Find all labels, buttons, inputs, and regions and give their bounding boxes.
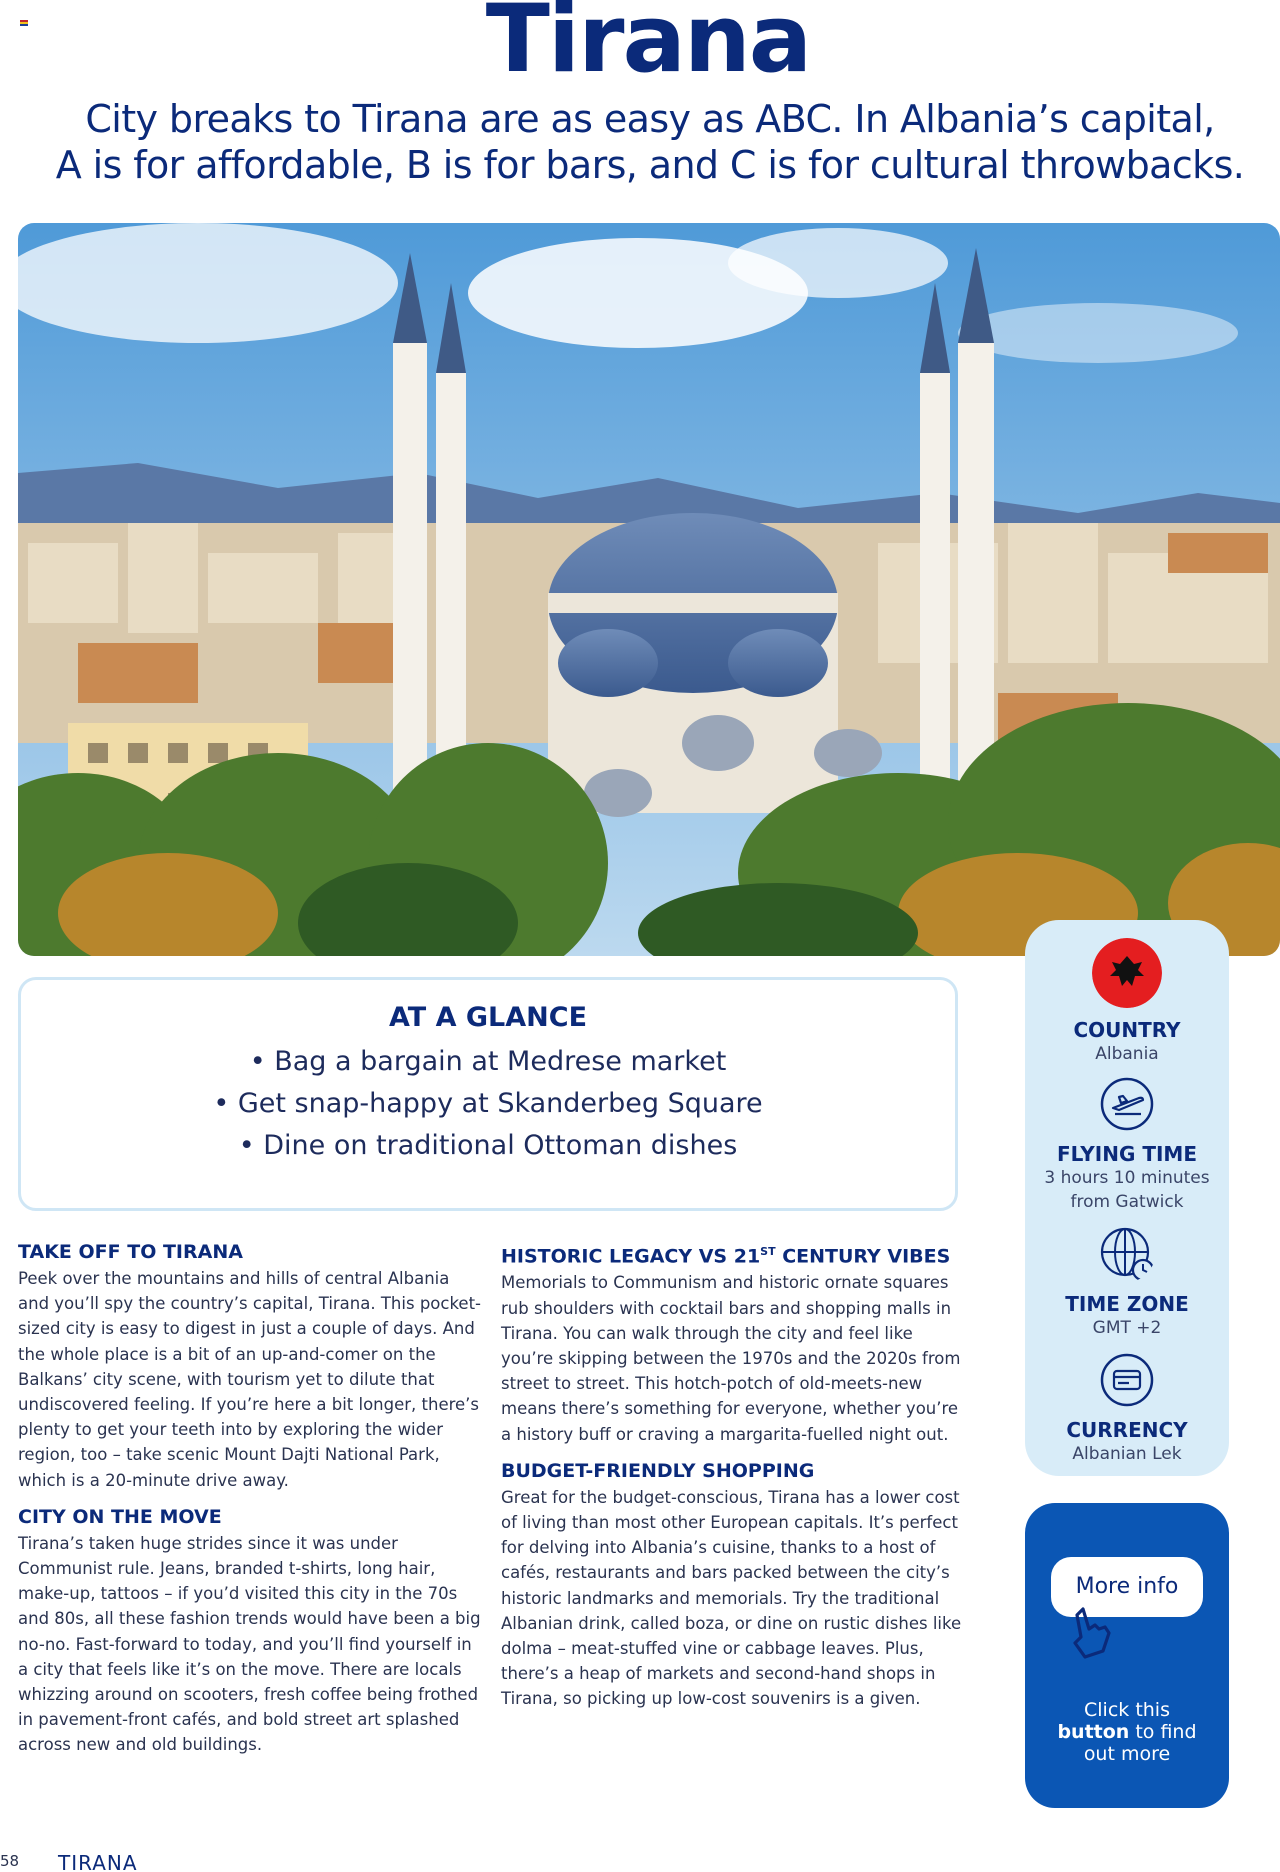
section-heading-budget: BUDGET-FRIENDLY SHOPPING xyxy=(501,1459,815,1482)
more-info-panel xyxy=(1025,1503,1229,1808)
section-heading-historic xyxy=(501,1240,966,1268)
page-title: Tirana xyxy=(485,0,811,94)
section-heading-city-move: CITY ON THE MOVE xyxy=(18,1505,222,1528)
section-heading-take-off: TAKE OFF TO TIRANA xyxy=(18,1241,243,1263)
fact-time-zone xyxy=(1025,1226,1229,1340)
plane-icon xyxy=(1099,1076,1155,1132)
subtitle-line-1: City breaks to Tirana are as easy as ABC. In Albania’s capital, xyxy=(85,97,1215,141)
article-column-left xyxy=(18,1240,483,1770)
fact-flying-time xyxy=(1025,1076,1229,1214)
article-column-right xyxy=(501,1240,966,1724)
cta-caption-rest: to find xyxy=(1129,1721,1197,1743)
more-info-button[interactable]: More info xyxy=(1051,1557,1203,1617)
footer-section-title: TIRANA xyxy=(58,1851,138,1872)
fact-value-line-1: 3 hours 10 minutes xyxy=(1044,1168,1210,1188)
at-a-glance-box xyxy=(18,977,958,1211)
section-body-take-off: Peek over the mountains and hills of central Albania and you’ll spy the country’s capital, Tirana. This pocket-sized city is easy to digest in just a couple of days. And the whole place is a bit of an up-and-comer on the Balkans’ city scene, with tourism yet to dilute that undiscovered feeling. If you’re here a bit longer, there’s plenty to get your teeth into by exploring the wider region, too – take scenic Mount Dajti National Park, which is a 20-minute drive away. xyxy=(18,1269,481,1490)
heading-superscript: ST xyxy=(760,1245,776,1258)
fact-value: GMT +2 xyxy=(1092,1318,1162,1338)
cta-caption-line-2 xyxy=(1025,1721,1229,1743)
cta-caption-bold: button xyxy=(1057,1721,1130,1743)
fact-label: FLYING TIME xyxy=(1057,1142,1197,1166)
cta-caption xyxy=(1025,1699,1229,1765)
card-icon xyxy=(1099,1352,1155,1408)
fact-label: CURRENCY xyxy=(1066,1418,1188,1442)
page-subtitle xyxy=(20,96,1280,188)
section-body-historic: Memorials to Communism and historic ornate squares rub shoulders with cocktail bars and shopping malls in Tirana. You can walk through the city and feel like you’re skipping between the 1970s and the 2020s from street to street. This hotch-potch of old-meets-new means there’s something for everyone, whether you’re a history buff or craving a margarita-fuelled night out. xyxy=(501,1273,961,1444)
fact-value: Albanian Lek xyxy=(1072,1444,1182,1464)
heading-part: CENTURY VIBES xyxy=(775,1245,951,1268)
glance-item-2: • Get snap-happy at Skanderbeg Square xyxy=(213,1088,763,1119)
fact-value-line-2: from Gatwick xyxy=(1070,1192,1184,1212)
glance-item-3: • Dine on traditional Ottoman dishes xyxy=(238,1130,738,1161)
fact-currency xyxy=(1025,1352,1229,1466)
hero-illustration xyxy=(18,223,1280,956)
quick-facts-panel xyxy=(1025,920,1229,1476)
fact-value: Albania xyxy=(1095,1044,1159,1064)
albania-flag-icon xyxy=(1092,938,1162,1008)
at-a-glance-title: AT A GLANCE xyxy=(388,1002,588,1033)
heading-part: HISTORIC LEGACY VS 21 xyxy=(501,1245,761,1268)
glance-item-1: • Bag a bargain at Medrese market xyxy=(249,1046,727,1077)
hero-photo-mosque xyxy=(18,223,1280,956)
fact-country xyxy=(1025,938,1229,1066)
section-body-budget: Great for the budget-conscious, Tirana has a lower cost of living than most other European capitals. It’s perfect for delving into Albania’s cuisine, thanks to a host of cafés, restaurants and bars packed between the city’s historic landmarks and memorials. Try the traditional Albanian drink, called boza, or dine on rustic dishes like dolma – meat-stuffed vine or cabbage leaves. Plus, there’s a heap of markets and second-hand shops in Tirana, so picking up low-cost souvenirs is a given. xyxy=(501,1487,962,1709)
fact-label: TIME ZONE xyxy=(1065,1292,1189,1316)
section-body-city-move: Tirana’s taken huge strides since it was under Communist rule. Jeans, branded t-shirts, long hair, make-up, tattoos – if you’d visited this city in the 70s and 80s, all these fashion trends would have been a big no-no. Fast-forward to today, and you’ll find yourself in a city that feels like it’s on the move. There are locals whizzing around on scooters, fresh coffee being frothed in pavement-front cafés, and bold street art splashed across new and old buildings. xyxy=(18,1533,481,1755)
cta-caption-line-3: out more xyxy=(1083,1743,1171,1765)
globe-clock-icon xyxy=(1099,1226,1155,1282)
page-number: 58 xyxy=(0,1852,20,1870)
subtitle-line-2: A is for affordable, B is for bars, and C is for cultural throwbacks. xyxy=(55,143,1245,187)
fact-label: COUNTRY xyxy=(1073,1018,1181,1042)
cta-caption-line-1: Click this xyxy=(1084,1699,1170,1721)
pointing-hand-icon xyxy=(1063,1603,1123,1663)
